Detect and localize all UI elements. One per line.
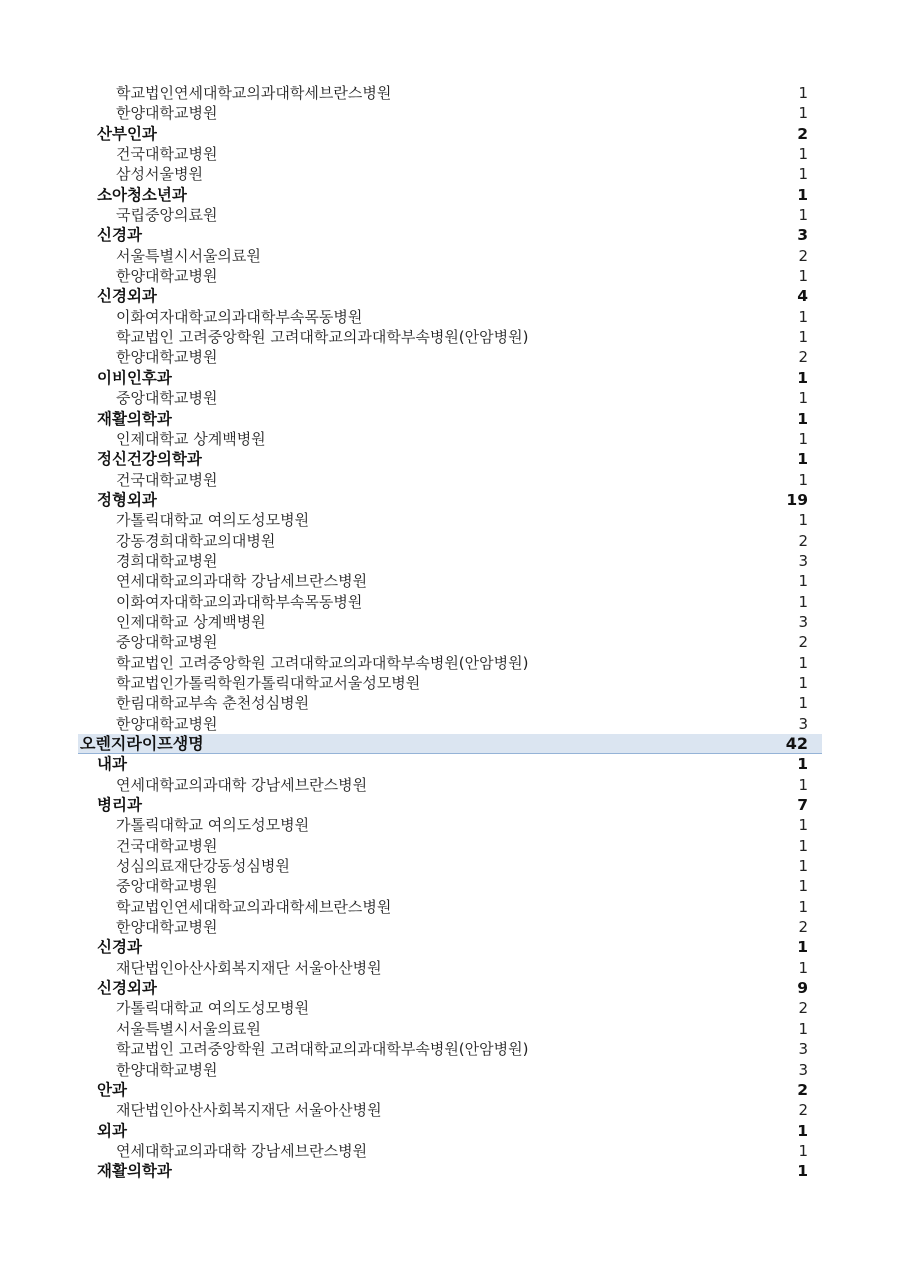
hospital-row — [78, 1019, 822, 1039]
hospital-row — [78, 897, 822, 917]
hospital-count: 1 — [798, 84, 808, 102]
hospital-count: 1 — [798, 673, 808, 692]
hospital-row — [78, 347, 822, 367]
hospital-count: 1 — [798, 694, 808, 713]
dept-count: 1 — [797, 1162, 808, 1181]
dept-name: 재활의학과 — [97, 409, 172, 428]
department-row — [78, 225, 822, 245]
hospital-row — [78, 144, 822, 164]
department-row — [78, 124, 822, 144]
hospital-name: 건국대학교병원 — [116, 470, 218, 489]
dept-count: 1 — [797, 1121, 808, 1140]
dept-name: 외과 — [97, 1121, 127, 1140]
hospital-row — [78, 83, 822, 103]
dept-count: 19 — [786, 490, 808, 509]
hospital-count: 1 — [798, 836, 808, 855]
hospital-row — [78, 1039, 822, 1059]
hospital-row — [78, 632, 822, 652]
hospital-name: 한양대학교병원 — [116, 348, 218, 367]
dept-name: 내과 — [97, 755, 127, 774]
hospital-name: 가톨릭대학교 여의도성모병원 — [116, 816, 310, 835]
hospital-count: 3 — [798, 714, 808, 733]
hospital-count: 2 — [798, 246, 808, 265]
hospital-name: 학교법인 고려중앙학원 고려대학교의과대학부속병원(안암병원) — [116, 653, 529, 672]
hospital-name: 학교법인연세대학교의과대학세브란스병원 — [116, 897, 392, 916]
hospital-name: 한양대학교병원 — [116, 104, 218, 123]
dept-count: 7 — [797, 796, 808, 815]
hospital-name: 강동경희대학교의대병원 — [116, 531, 276, 550]
hospital-name: 이화여자대학교의과대학부속목동병원 — [116, 592, 363, 611]
hospital-name: 성심의료재단강동성심병원 — [116, 857, 290, 876]
dept-count: 1 — [797, 368, 808, 387]
hospital-count: 1 — [798, 775, 808, 794]
dept-name: 정신건강의학과 — [97, 450, 202, 469]
dept-count: 1 — [797, 938, 808, 957]
hospital-count: 2 — [798, 1101, 808, 1120]
hospital-row — [78, 531, 822, 551]
hospital-row — [78, 470, 822, 490]
dept-count: 1 — [797, 450, 808, 469]
dept-name: 소아청소년과 — [97, 185, 187, 204]
hospital-name: 중앙대학교병원 — [116, 633, 218, 652]
hospital-count: 2 — [798, 918, 808, 937]
hospital-name: 한양대학교병원 — [116, 267, 218, 286]
hospital-row — [78, 815, 822, 835]
hospital-count: 1 — [798, 470, 808, 489]
hospital-count: 3 — [798, 1060, 808, 1079]
hospital-name: 학교법인 고려중앙학원 고려대학교의과대학부속병원(안암병원) — [116, 328, 529, 347]
dept-name: 병리과 — [97, 796, 142, 815]
hospital-row — [78, 307, 822, 327]
dept-name: 신경과 — [97, 938, 142, 957]
hospital-name: 국립중앙의료원 — [116, 206, 218, 225]
hospital-row — [78, 714, 822, 734]
hospital-row — [78, 429, 822, 449]
department-row — [78, 937, 822, 957]
hospital-count: 3 — [798, 551, 808, 570]
dept-name: 안과 — [97, 1080, 127, 1099]
hospital-count: 2 — [798, 999, 808, 1018]
dept-count: 4 — [797, 287, 808, 306]
department-row — [78, 490, 822, 510]
hospital-row — [78, 917, 822, 937]
dept-count: 1 — [797, 409, 808, 428]
report-table — [78, 83, 822, 1182]
hospital-name: 한양대학교병원 — [116, 714, 218, 733]
hospital-count: 1 — [798, 429, 808, 448]
dept-name: 신경외과 — [97, 287, 157, 306]
hospital-count: 1 — [798, 816, 808, 835]
dept-name: 신경외과 — [97, 979, 157, 998]
hospital-row — [78, 205, 822, 225]
hospital-row — [78, 958, 822, 978]
department-row — [78, 754, 822, 774]
hospital-name: 한림대학교부속 춘천성심병원 — [116, 694, 310, 713]
department-row — [78, 286, 822, 306]
hospital-count: 1 — [798, 1019, 808, 1038]
hospital-count: 1 — [798, 267, 808, 286]
hospital-name: 인제대학교 상계백병원 — [116, 429, 266, 448]
department-row — [78, 409, 822, 429]
hospital-row — [78, 266, 822, 286]
hospital-count: 1 — [798, 572, 808, 591]
hospital-name: 중앙대학교병원 — [116, 389, 218, 408]
hospital-row — [78, 164, 822, 184]
hospital-name: 삼성서울병원 — [116, 165, 203, 184]
dept-name: 재활의학과 — [97, 1162, 172, 1181]
hospital-name: 가톨릭대학교 여의도성모병원 — [116, 511, 310, 530]
hospital-name: 연세대학교의과대학 강남세브란스병원 — [116, 1141, 368, 1160]
hospital-row — [78, 1100, 822, 1120]
department-row — [78, 1121, 822, 1141]
hospital-count: 3 — [798, 1040, 808, 1059]
hospital-row — [78, 327, 822, 347]
hospital-name: 한양대학교병원 — [116, 918, 218, 937]
hospital-name: 가톨릭대학교 여의도성모병원 — [116, 999, 310, 1018]
hospital-row — [78, 1060, 822, 1080]
hospital-name: 재단법인아산사회복지재단 서울아산병원 — [116, 1101, 382, 1120]
hospital-count: 2 — [798, 348, 808, 367]
hospital-name: 중앙대학교병원 — [116, 877, 218, 896]
hospital-count: 1 — [798, 653, 808, 672]
hospital-row — [78, 612, 822, 632]
hospital-name: 학교법인 고려중앙학원 고려대학교의과대학부속병원(안암병원) — [116, 1040, 529, 1059]
hospital-name: 연세대학교의과대학 강남세브란스병원 — [116, 775, 368, 794]
dept-count: 1 — [797, 755, 808, 774]
hospital-name: 한양대학교병원 — [116, 1060, 218, 1079]
hospital-count: 1 — [798, 389, 808, 408]
hospital-row — [78, 653, 822, 673]
hospital-row — [78, 103, 822, 123]
department-row — [78, 795, 822, 815]
hospital-count: 1 — [798, 592, 808, 611]
hospital-row — [78, 592, 822, 612]
hospital-row — [78, 510, 822, 530]
hospital-count: 1 — [798, 307, 808, 326]
hospital-count: 1 — [798, 328, 808, 347]
company-row — [78, 734, 822, 754]
hospital-count: 1 — [798, 877, 808, 896]
hospital-count: 1 — [798, 897, 808, 916]
hospital-row — [78, 998, 822, 1018]
dept-name: 산부인과 — [97, 124, 157, 143]
dept-name: 정형외과 — [97, 490, 157, 509]
hospital-count: 2 — [798, 531, 808, 550]
hospital-row — [78, 693, 822, 713]
hospital-count: 1 — [798, 165, 808, 184]
dept-name: 이비인후과 — [97, 368, 172, 387]
hospital-count: 1 — [798, 857, 808, 876]
hospital-row — [78, 836, 822, 856]
department-row — [78, 449, 822, 469]
hospital-count: 2 — [798, 633, 808, 652]
dept-count: 2 — [797, 1080, 808, 1099]
hospital-name: 학교법인연세대학교의과대학세브란스병원 — [116, 84, 392, 102]
hospital-name: 학교법인가톨릭학원가톨릭대학교서울성모병원 — [116, 673, 421, 692]
company-name: 오렌지라이프생명 — [80, 734, 204, 753]
hospital-name: 건국대학교병원 — [116, 836, 218, 855]
department-row — [78, 978, 822, 998]
hospital-count: 3 — [798, 612, 808, 631]
hospital-name: 인제대학교 상계백병원 — [116, 612, 266, 631]
dept-count: 2 — [797, 124, 808, 143]
hospital-row — [78, 775, 822, 795]
hospital-name: 건국대학교병원 — [116, 145, 218, 164]
hospital-count: 1 — [798, 206, 808, 225]
hospital-row — [78, 388, 822, 408]
hospital-row — [78, 571, 822, 591]
hospital-row — [78, 1141, 822, 1161]
hospital-name: 서울특별시서울의료원 — [116, 246, 261, 265]
hospital-name: 연세대학교의과대학 강남세브란스병원 — [116, 572, 368, 591]
hospital-row — [78, 246, 822, 266]
company-count: 42 — [785, 734, 808, 753]
hospital-row — [78, 876, 822, 896]
hospital-count: 1 — [798, 1141, 808, 1160]
hospital-row — [78, 673, 822, 693]
hospital-name: 서울특별시서울의료원 — [116, 1019, 261, 1038]
hospital-count: 1 — [798, 511, 808, 530]
department-row — [78, 368, 822, 388]
department-row — [78, 185, 822, 205]
dept-count: 3 — [797, 226, 808, 245]
hospital-row — [78, 551, 822, 571]
department-row — [78, 1161, 822, 1181]
department-row — [78, 1080, 822, 1100]
dept-count: 1 — [797, 185, 808, 204]
dept-count: 9 — [797, 979, 808, 998]
hospital-name: 이화여자대학교의과대학부속목동병원 — [116, 307, 363, 326]
hospital-name: 재단법인아산사회복지재단 서울아산병원 — [116, 958, 382, 977]
hospital-name: 경희대학교병원 — [116, 551, 218, 570]
hospital-count: 1 — [798, 145, 808, 164]
hospital-row — [78, 856, 822, 876]
dept-name: 신경과 — [97, 226, 142, 245]
hospital-count: 1 — [798, 958, 808, 977]
hospital-count: 1 — [798, 104, 808, 123]
